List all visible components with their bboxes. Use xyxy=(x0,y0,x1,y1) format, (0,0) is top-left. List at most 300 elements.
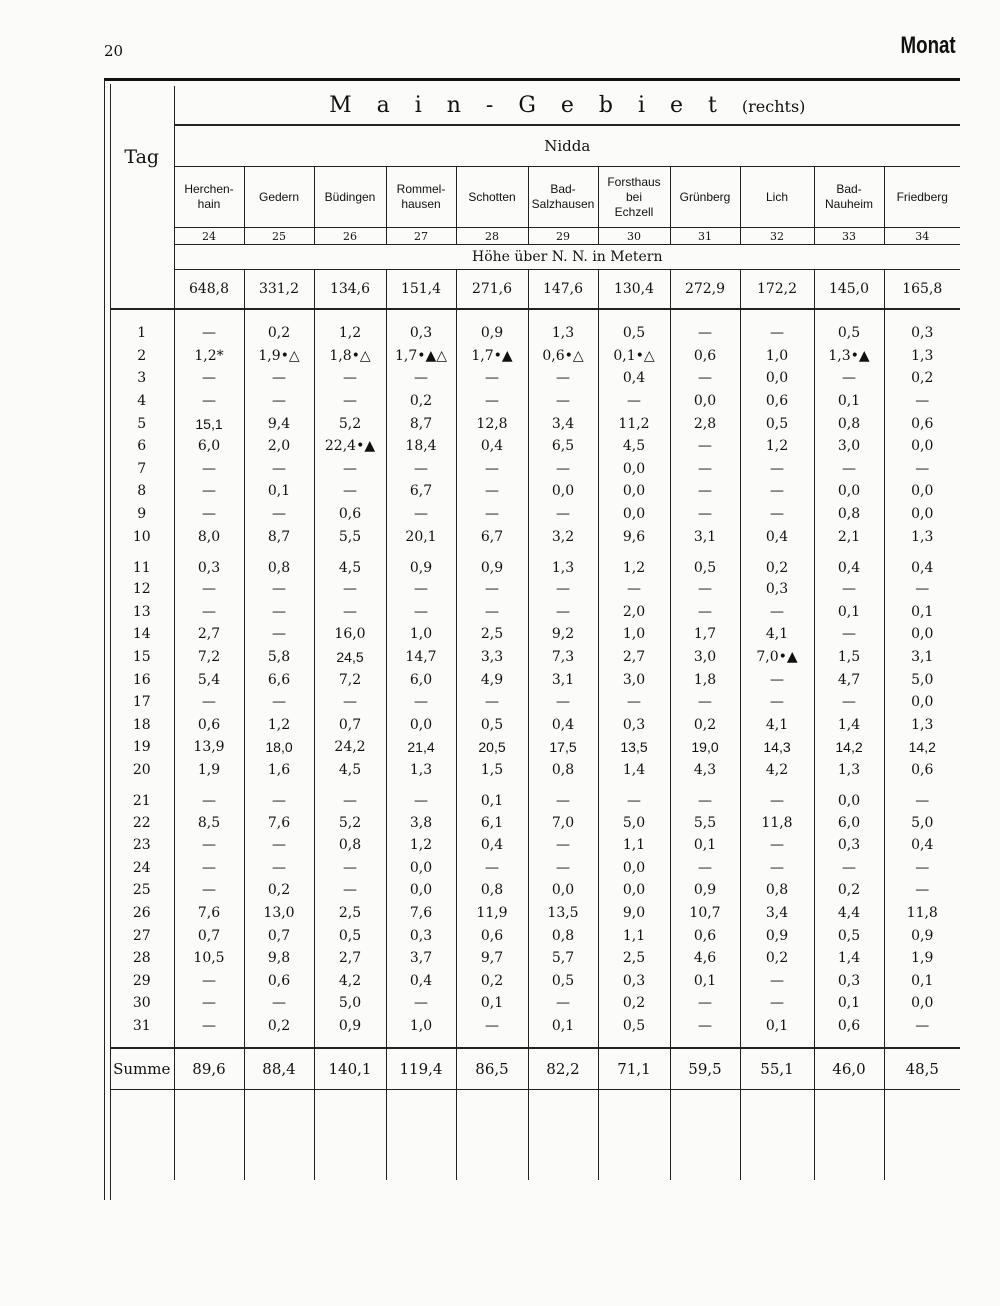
precipitation-value: 6,0 xyxy=(174,435,244,458)
pad-cell xyxy=(110,1037,174,1048)
rule-cell xyxy=(174,309,244,322)
precipitation-value: 0,2 xyxy=(670,714,740,737)
precipitation-value: 0,1 xyxy=(244,480,314,503)
station-sum: 88,4 xyxy=(244,1048,314,1090)
precipitation-value: 0,1 xyxy=(670,834,740,857)
precipitation-value: — xyxy=(244,601,314,624)
precipitation-value: 1,0 xyxy=(386,623,456,646)
precipitation-value: — xyxy=(740,856,814,879)
precipitation-value: 0,9 xyxy=(456,548,528,578)
precipitation-value: — xyxy=(740,480,814,503)
day-row xyxy=(110,458,960,481)
station-height: 271,6 xyxy=(456,270,528,310)
precipitation-value: 0,6 xyxy=(174,714,244,737)
sum-label: Summe xyxy=(110,1048,174,1090)
precipitation-value: — xyxy=(456,367,528,390)
precipitation-value: — xyxy=(814,367,884,390)
precipitation-value: 1,9•△ xyxy=(244,345,314,368)
tail-cell xyxy=(598,1090,670,1181)
precipitation-value: 14,2 xyxy=(884,736,960,759)
precipitation-value: — xyxy=(598,390,670,413)
precipitation-value: 0,4 xyxy=(740,525,814,548)
pad-cell xyxy=(814,1037,884,1048)
precipitation-value: 9,7 xyxy=(456,947,528,970)
station-height: 172,2 xyxy=(740,270,814,310)
precipitation-value: — xyxy=(598,781,670,811)
precipitation-value: — xyxy=(386,601,456,624)
precipitation-value: — xyxy=(670,856,740,879)
precipitation-value: — xyxy=(314,879,386,902)
precipitation-value: 2,5 xyxy=(598,947,670,970)
station-height: 165,8 xyxy=(884,270,960,310)
precipitation-value: 5,2 xyxy=(314,412,386,435)
day-row xyxy=(110,691,960,714)
day-number: 26 xyxy=(132,904,151,921)
precipitation-value: — xyxy=(740,781,814,811)
station-number: 31 xyxy=(670,228,740,245)
precipitation-value: 1,2 xyxy=(386,834,456,857)
day-number: 25 xyxy=(132,882,151,899)
precipitation-value: — xyxy=(670,992,740,1015)
precipitation-value: — xyxy=(884,856,960,879)
precipitation-value: — xyxy=(314,390,386,413)
precipitation-value: — xyxy=(174,503,244,526)
precipitation-value: — xyxy=(814,691,884,714)
precipitation-value: 0,1 xyxy=(884,601,960,624)
precipitation-value: 13,0 xyxy=(244,902,314,925)
precipitation-value: 0,2 xyxy=(740,548,814,578)
precipitation-value: — xyxy=(670,367,740,390)
station-name xyxy=(528,167,598,228)
station-name xyxy=(884,167,960,228)
station-name xyxy=(244,167,314,228)
precipitation-value: 8,7 xyxy=(244,525,314,548)
precipitation-value: 22,4•▲ xyxy=(314,435,386,458)
precipitation-value: — xyxy=(244,992,314,1015)
precipitation-value: 6,5 xyxy=(528,435,598,458)
rule-cell xyxy=(528,309,598,322)
precipitation-value: 7,3 xyxy=(528,646,598,669)
station-number: 27 xyxy=(386,228,456,245)
precipitation-value: — xyxy=(174,480,244,503)
station-number: 29 xyxy=(528,228,598,245)
precipitation-value: 3,3 xyxy=(456,646,528,669)
precipitation-value: — xyxy=(314,367,386,390)
precipitation-value: 1,3 xyxy=(884,345,960,368)
precipitation-value: 0,0 xyxy=(884,691,960,714)
precipitation-value: — xyxy=(528,834,598,857)
precipitation-value: — xyxy=(244,390,314,413)
precipitation-value: — xyxy=(174,367,244,390)
precipitation-value: 3,1 xyxy=(884,646,960,669)
precipitation-value: 5,8 xyxy=(244,646,314,669)
precipitation-value: 0,4 xyxy=(814,548,884,578)
station-name-line: Grünberg xyxy=(679,189,731,204)
precipitation-value: 0,6 xyxy=(670,924,740,947)
precipitation-value: 3,8 xyxy=(386,811,456,834)
precipitation-value: 1,9 xyxy=(884,947,960,970)
day-row xyxy=(110,714,960,737)
precipitation-value: 0,4 xyxy=(884,834,960,857)
precipitation-value: 0,0 xyxy=(528,480,598,503)
day-row xyxy=(110,525,960,548)
precipitation-value: 14,3 xyxy=(740,736,814,759)
rule-cell xyxy=(110,309,174,322)
day-row xyxy=(110,1015,960,1038)
station-name-line: Echzell xyxy=(614,204,654,219)
height-caption: Höhe über N. N. in Metern xyxy=(174,245,960,270)
precipitation-value: 0,2 xyxy=(244,1015,314,1038)
precipitation-value: 11,2 xyxy=(598,412,670,435)
day-number: 18 xyxy=(132,716,151,733)
precipitation-value: — xyxy=(314,781,386,811)
precipitation-value: 18,4 xyxy=(386,435,456,458)
day-row xyxy=(110,578,960,601)
station-number: 32 xyxy=(740,228,814,245)
precipitation-value: — xyxy=(314,458,386,481)
frame-top-rule xyxy=(104,78,960,81)
station-number: 34 xyxy=(884,228,960,245)
precipitation-value: 0,0 xyxy=(740,367,814,390)
day-row xyxy=(110,759,960,782)
precipitation-value: 0,8 xyxy=(244,548,314,578)
day-number: 5 xyxy=(137,415,147,432)
rule-cell xyxy=(884,309,960,322)
day-row xyxy=(110,879,960,902)
tail-cell xyxy=(244,1090,314,1181)
precipitation-value: 0,6 xyxy=(884,759,960,782)
precipitation-value: — xyxy=(174,390,244,413)
tail-cell xyxy=(456,1090,528,1181)
precipitation-value: 0,4 xyxy=(528,714,598,737)
precipitation-value: 13,9 xyxy=(174,736,244,759)
precipitation-value: 0,2 xyxy=(598,992,670,1015)
precipitation-value: 0,0 xyxy=(598,503,670,526)
precipitation-value: 1,0 xyxy=(740,345,814,368)
precipitation-value: 2,5 xyxy=(314,902,386,925)
precipitation-value: 3,1 xyxy=(670,525,740,548)
precipitation-value: 1,4 xyxy=(814,947,884,970)
precipitation-value: 0,8 xyxy=(456,879,528,902)
body-top-rule xyxy=(110,309,960,322)
precipitation-value: 1,3 xyxy=(814,759,884,782)
day-number: 4 xyxy=(137,393,147,410)
station-name-line: Gedern xyxy=(258,189,300,204)
day-number: 12 xyxy=(132,581,151,598)
day-row xyxy=(110,480,960,503)
precipitation-value: 0,5 xyxy=(598,1015,670,1038)
precipitation-value: 1,1 xyxy=(598,924,670,947)
precipitation-value: 0,1 xyxy=(528,1015,598,1038)
station-sum: 119,4 xyxy=(386,1048,456,1090)
rule-cell xyxy=(670,309,740,322)
day-row xyxy=(110,646,960,669)
precipitation-value: 2,8 xyxy=(670,412,740,435)
pad-cell xyxy=(740,1037,814,1048)
precipitation-value: 0,4 xyxy=(884,548,960,578)
station-name-row xyxy=(110,167,960,228)
precipitation-value: 0,3 xyxy=(814,834,884,857)
precipitation-value: 4,3 xyxy=(670,759,740,782)
precipitation-value: — xyxy=(174,578,244,601)
tail-cell xyxy=(670,1090,740,1181)
precipitation-value: — xyxy=(386,781,456,811)
precipitation-value: 16,0 xyxy=(314,623,386,646)
precipitation-value: 8,7 xyxy=(386,412,456,435)
precipitation-value: 5,5 xyxy=(314,525,386,548)
precipitation-value: — xyxy=(740,969,814,992)
precipitation-value: 0,4 xyxy=(598,367,670,390)
precipitation-value: — xyxy=(528,856,598,879)
precipitation-value: 0,1 xyxy=(670,969,740,992)
precipitation-value: 0,5 xyxy=(598,322,670,345)
day-number: 21 xyxy=(132,793,151,810)
precipitation-value: 24,2 xyxy=(314,736,386,759)
precipitation-value: — xyxy=(598,578,670,601)
precipitation-value: — xyxy=(670,691,740,714)
precipitation-value: — xyxy=(174,691,244,714)
precipitation-value: 0,3 xyxy=(598,714,670,737)
precipitation-value: 1,1 xyxy=(598,834,670,857)
day-number: 3 xyxy=(137,370,147,387)
precipitation-value: 5,7 xyxy=(528,947,598,970)
precipitation-value: — xyxy=(670,435,740,458)
precipitation-value: 7,6 xyxy=(386,902,456,925)
pad-cell xyxy=(314,1037,386,1048)
precipitation-value: 5,0 xyxy=(598,811,670,834)
precipitation-value: 6,1 xyxy=(456,811,528,834)
tail-cell xyxy=(386,1090,456,1181)
precipitation-value: 0,6 xyxy=(814,1015,884,1038)
station-name-line: hain xyxy=(197,197,221,211)
station-number: 24 xyxy=(174,228,244,245)
precipitation-value: 0,2 xyxy=(740,947,814,970)
station-height: 272,9 xyxy=(670,270,740,310)
precipitation-value: — xyxy=(670,601,740,624)
precipitation-value: 9,0 xyxy=(598,902,670,925)
precipitation-value: — xyxy=(884,781,960,811)
day-row xyxy=(110,834,960,857)
station-name-line: Forsthaus xyxy=(607,174,661,189)
precipitation-value: — xyxy=(174,856,244,879)
precipitation-value: 15,1 xyxy=(174,412,244,435)
rule-cell xyxy=(244,309,314,322)
precipitation-value: 0,6 xyxy=(244,969,314,992)
precipitation-value: 5,0 xyxy=(884,668,960,691)
precipitation-value: — xyxy=(740,322,814,345)
tail-cell xyxy=(740,1090,814,1181)
precipitation-value: 0,5 xyxy=(670,548,740,578)
precipitation-value: 3,4 xyxy=(740,902,814,925)
day-number: 11 xyxy=(132,559,151,576)
precipitation-value: — xyxy=(386,367,456,390)
precipitation-value: 4,1 xyxy=(740,623,814,646)
precipitation-value: 0,9 xyxy=(386,548,456,578)
day-number: 13 xyxy=(132,603,151,620)
precipitation-value: — xyxy=(174,969,244,992)
precipitation-value: — xyxy=(670,1015,740,1038)
precipitation-value: 0,2 xyxy=(456,969,528,992)
precipitation-value: — xyxy=(528,992,598,1015)
precipitation-value: — xyxy=(174,834,244,857)
precipitation-value: 2,7 xyxy=(314,947,386,970)
station-sum: 140,1 xyxy=(314,1048,386,1090)
region-title-suffix: (rechts) xyxy=(741,96,806,116)
day-row xyxy=(110,623,960,646)
precipitation-value: 0,0 xyxy=(598,458,670,481)
rule-cell xyxy=(456,309,528,322)
pad-cell xyxy=(598,1037,670,1048)
precipitation-value: — xyxy=(174,601,244,624)
precipitation-value: 0,8 xyxy=(740,879,814,902)
precipitation-value: 18,0 xyxy=(244,736,314,759)
precipitation-value: 0,6 xyxy=(456,924,528,947)
precipitation-value: 21,4 xyxy=(386,736,456,759)
precipitation-value: 3,0 xyxy=(670,646,740,669)
precipitation-value: — xyxy=(314,856,386,879)
precipitation-value: — xyxy=(244,578,314,601)
precipitation-value: 0,2 xyxy=(244,879,314,902)
precipitation-value: — xyxy=(386,503,456,526)
precipitation-value: 0,6 xyxy=(314,503,386,526)
station-sum: 86,5 xyxy=(456,1048,528,1090)
station-height: 145,0 xyxy=(814,270,884,310)
precipitation-value: — xyxy=(456,458,528,481)
precipitation-value: 0,3 xyxy=(598,969,670,992)
precipitation-value: 1,9 xyxy=(174,759,244,782)
precipitation-value: 6,0 xyxy=(386,668,456,691)
precipitation-value: 2,0 xyxy=(244,435,314,458)
precipitation-value: 13,5 xyxy=(528,902,598,925)
station-height: 130,4 xyxy=(598,270,670,310)
precipitation-value: — xyxy=(314,601,386,624)
precipitation-value: 0,2 xyxy=(386,390,456,413)
day-number: 19 xyxy=(132,739,151,756)
precipitation-value: 4,5 xyxy=(314,759,386,782)
precipitation-value: 1,8•△ xyxy=(314,345,386,368)
precipitation-value: — xyxy=(314,691,386,714)
precipitation-value: 7,0•▲ xyxy=(740,646,814,669)
precipitation-value: 0,7 xyxy=(174,924,244,947)
precipitation-value: — xyxy=(244,367,314,390)
precipitation-value: — xyxy=(244,691,314,714)
precipitation-value: 0,8 xyxy=(528,759,598,782)
precipitation-value: 1,3 xyxy=(884,525,960,548)
precipitation-value: 0,0 xyxy=(598,879,670,902)
pad-row xyxy=(110,1037,960,1048)
precipitation-value: 5,4 xyxy=(174,668,244,691)
precipitation-value: 0,3 xyxy=(884,322,960,345)
tail-cell xyxy=(314,1090,386,1181)
pad-cell xyxy=(174,1037,244,1048)
precipitation-value: 1,7 xyxy=(670,623,740,646)
precipitation-value: 0,0 xyxy=(386,714,456,737)
station-height: 147,6 xyxy=(528,270,598,310)
precipitation-value: 0,1 xyxy=(456,992,528,1015)
precipitation-value: 6,7 xyxy=(456,525,528,548)
precipitation-value: 1,7•▲△ xyxy=(386,345,456,368)
precipitation-value: 0,3 xyxy=(814,969,884,992)
precipitation-value: 0,0 xyxy=(386,856,456,879)
precipitation-value: 0,6 xyxy=(740,390,814,413)
precipitation-value: — xyxy=(244,623,314,646)
precipitation-value: — xyxy=(174,879,244,902)
day-row xyxy=(110,503,960,526)
precipitation-value: — xyxy=(244,503,314,526)
station-sum: 82,2 xyxy=(528,1048,598,1090)
tail-cell xyxy=(174,1090,244,1181)
precipitation-value: 9,8 xyxy=(244,947,314,970)
precipitation-value: 1,8 xyxy=(670,668,740,691)
precipitation-value: 0,1 xyxy=(814,601,884,624)
station-sum: 71,1 xyxy=(598,1048,670,1090)
precipitation-value: — xyxy=(456,601,528,624)
day-number: 8 xyxy=(137,483,147,500)
station-sum: 59,5 xyxy=(670,1048,740,1090)
station-number-spacer xyxy=(110,228,174,245)
station-number: 30 xyxy=(598,228,670,245)
station-name xyxy=(314,167,386,228)
day-row xyxy=(110,322,960,345)
day-number: 30 xyxy=(132,995,151,1012)
precipitation-value: — xyxy=(244,458,314,481)
station-height: 134,6 xyxy=(314,270,386,310)
precipitation-value: 0,8 xyxy=(814,412,884,435)
precipitation-value: 4,4 xyxy=(814,902,884,925)
day-row xyxy=(110,947,960,970)
precipitation-value: — xyxy=(884,1015,960,1038)
frame-left-rule xyxy=(104,80,105,1200)
precipitation-value: 19,0 xyxy=(670,736,740,759)
precipitation-value: — xyxy=(884,458,960,481)
precipitation-value: 0,0 xyxy=(884,992,960,1015)
tag-header: Tag xyxy=(124,145,160,168)
precipitation-value: 10,7 xyxy=(670,902,740,925)
precipitation-value: 8,0 xyxy=(174,525,244,548)
station-sum: 48,5 xyxy=(884,1048,960,1090)
day-row xyxy=(110,811,960,834)
tail-cell xyxy=(110,1090,174,1181)
precipitation-value: 0,6 xyxy=(884,412,960,435)
precipitation-value: 1,0 xyxy=(598,623,670,646)
precipitation-value: — xyxy=(670,322,740,345)
pad-cell xyxy=(670,1037,740,1048)
day-number: 16 xyxy=(132,671,151,688)
tail-cell xyxy=(884,1090,960,1181)
station-name xyxy=(740,167,814,228)
precipitation-value: 6,0 xyxy=(814,811,884,834)
rule-cell xyxy=(598,309,670,322)
precipitation-value: 6,6 xyxy=(244,668,314,691)
station-height: 331,2 xyxy=(244,270,314,310)
precipitation-value: 5,2 xyxy=(314,811,386,834)
station-number: 28 xyxy=(456,228,528,245)
month-label: Monat xyxy=(900,32,956,59)
precipitation-value: — xyxy=(814,458,884,481)
tail-row xyxy=(110,1090,960,1181)
day-number: 23 xyxy=(132,837,151,854)
day-number: 14 xyxy=(132,626,151,643)
precipitation-value: — xyxy=(884,390,960,413)
daily-values xyxy=(110,322,960,1037)
station-name-line: Herchen- xyxy=(184,182,234,196)
precipitation-value: 9,2 xyxy=(528,623,598,646)
rule-cell xyxy=(814,309,884,322)
precipitation-value: 7,6 xyxy=(174,902,244,925)
precipitation-value: — xyxy=(528,458,598,481)
precipitation-value: — xyxy=(814,856,884,879)
precipitation-value: 2,0 xyxy=(598,601,670,624)
